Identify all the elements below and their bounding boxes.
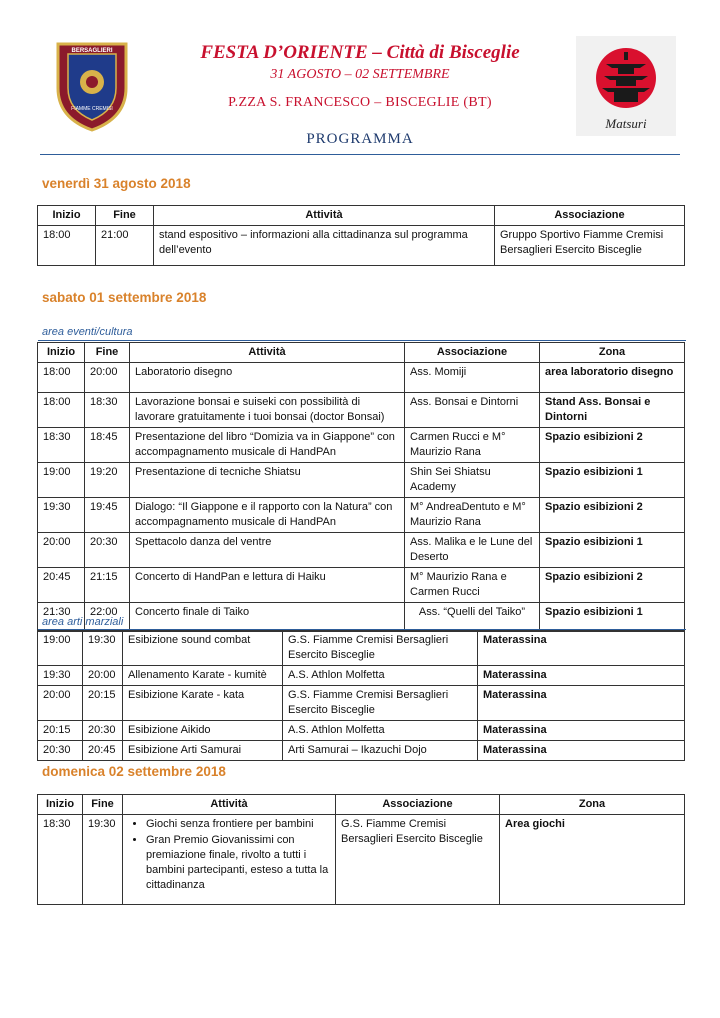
bersaglieri-crest-logo	[54, 40, 130, 132]
end-time: 22:00	[85, 603, 130, 632]
table-row	[38, 363, 685, 393]
association: Ass. “Quelli del Taiko”	[405, 603, 540, 632]
activity: stand espositivo – informazioni alla cittadinanza sul programma dell’evento	[154, 226, 495, 266]
col-inizio: Inizio	[38, 795, 83, 815]
association: Ass. Bonsai e Dintorni	[405, 393, 540, 428]
activity	[123, 815, 336, 905]
activity: Esibizione Karate - kata	[123, 686, 283, 721]
start-time: 18:30	[38, 428, 85, 463]
start-time: 21:30	[38, 603, 85, 632]
col-associazione: Associazione	[336, 795, 500, 815]
sunday-table	[37, 794, 685, 905]
start-time: 19:30	[38, 498, 85, 533]
area-divider	[38, 340, 686, 341]
col-zona: Zona	[500, 795, 685, 815]
start-time: 20:30	[38, 741, 83, 761]
col-fine: Fine	[83, 795, 123, 815]
activity: Esibizione Aikido	[123, 721, 283, 741]
start-time: 18:30	[38, 815, 83, 905]
col-associazione: Associazione	[405, 343, 540, 363]
activity: Esibizione sound combat	[123, 631, 283, 666]
table-row	[38, 603, 685, 632]
association: Arti Samurai – Ikazuchi Dojo	[283, 741, 478, 761]
association: M° AndreaDentuto e M° Maurizio Rana	[405, 498, 540, 533]
svg-text:FIAMME CREMISI: FIAMME CREMISI	[71, 106, 113, 112]
table-row	[38, 666, 685, 686]
table-row	[38, 741, 685, 761]
col-attivita: Attività	[154, 206, 495, 226]
event-dates: 31 AGOSTO – 02 SETTEMBRE	[270, 67, 450, 82]
day-title-sunday: domenica 02 settembre 2018	[42, 764, 226, 779]
matsuri-logo	[576, 36, 676, 136]
start-time: 20:00	[38, 686, 83, 721]
zone: Spazio esibizioni 2	[540, 428, 685, 463]
start-time: 20:15	[38, 721, 83, 741]
zone: Materassina	[478, 721, 685, 741]
end-time: 20:00	[85, 363, 130, 393]
table-row	[38, 428, 685, 463]
association: Ass. Momiji	[405, 363, 540, 393]
start-time: 20:45	[38, 568, 85, 603]
zone: Materassina	[478, 741, 685, 761]
association: G.S. Fiamme Cremisi Bersaglieri Esercito Bisceglie	[336, 815, 500, 905]
table-row	[38, 815, 685, 905]
association: A.S. Athlon Molfetta	[283, 666, 478, 686]
activity: Laboratorio disegno	[130, 363, 405, 393]
zone: Area giochi	[500, 815, 685, 905]
day-title-friday: venerdì 31 agosto 2018	[42, 176, 191, 191]
table-row	[38, 686, 685, 721]
end-time: 19:30	[83, 631, 123, 666]
activity: Lavorazione bonsai e suiseki con possibilità di lavorare gratuitamente i tuoi bonsai (doctor Bonsai)	[130, 393, 405, 428]
zone: Spazio esibizioni 2	[540, 498, 685, 533]
day-title-saturday: sabato 01 settembre 2018	[42, 290, 207, 305]
association: Gruppo Sportivo Fiamme Cremisi Bersaglieri Esercito Bisceglie	[495, 226, 685, 266]
zone: Materassina	[478, 666, 685, 686]
start-time: 19:00	[38, 631, 83, 666]
association: Carmen Rucci e M° Maurizio Rana	[405, 428, 540, 463]
activity: Presentazione di tecniche Shiatsu	[130, 463, 405, 498]
header-divider	[40, 154, 680, 155]
zone: Materassina	[478, 631, 685, 666]
col-inizio: Inizio	[38, 343, 85, 363]
event-place: P.ZZA S. FRANCESCO – BISCEGLIE (BT)	[228, 95, 492, 110]
start-time: 18:00	[38, 393, 85, 428]
activity: Concerto finale di Taiko	[130, 603, 405, 632]
friday-table	[37, 205, 685, 266]
table-row	[38, 721, 685, 741]
table-row	[38, 393, 685, 428]
end-time: 20:45	[83, 741, 123, 761]
activity: Presentazione del libro “Domizia va in Giappone” con accompagnamento musicale di HandPAn	[130, 428, 405, 463]
zone: Materassina	[478, 686, 685, 721]
activity: Spettacolo danza del ventre	[130, 533, 405, 568]
activity: Concerto di HandPan e lettura di Haiku	[130, 568, 405, 603]
saturday-culture-table	[37, 342, 685, 632]
programma-heading: PROGRAMMA	[306, 131, 414, 147]
zone: Spazio esibizioni 1	[540, 603, 685, 632]
activity: Esibizione Arti Samurai	[123, 741, 283, 761]
svg-text:Matsuri: Matsuri	[605, 116, 647, 131]
end-time: 19:45	[85, 498, 130, 533]
zone: area laboratorio disegno	[540, 363, 685, 393]
zone: Spazio esibizioni 1	[540, 463, 685, 498]
end-time: 18:45	[85, 428, 130, 463]
association: Ass. Malika e le Lune del Deserto	[405, 533, 540, 568]
list-item: • Gran Premio Giovanissimi con premiazione finale, rivolto a tutti i bambini partecipanti, esteso a tutta la cittadinanza	[146, 833, 330, 893]
activity: Allenamento Karate - kumitè	[123, 666, 283, 686]
zone: Spazio esibizioni 1	[540, 533, 685, 568]
end-time: 20:00	[83, 666, 123, 686]
zone: Spazio esibizioni 2	[540, 568, 685, 603]
col-fine: Fine	[85, 343, 130, 363]
col-attivita: Attività	[123, 795, 336, 815]
association: A.S. Athlon Molfetta	[283, 721, 478, 741]
table-row	[38, 463, 685, 498]
end-time: 19:20	[85, 463, 130, 498]
svg-text:BERSAGLIERI: BERSAGLIERI	[71, 48, 113, 54]
table-row	[38, 533, 685, 568]
end-time: 21:15	[85, 568, 130, 603]
start-time: 18:00	[38, 226, 96, 266]
start-time: 18:00	[38, 363, 85, 393]
event-title: FESTA D’ORIENTE – Città di Bisceglie	[200, 42, 520, 63]
end-time: 21:00	[96, 226, 154, 266]
list-item: • Giochi senza frontiere per bambini	[146, 817, 330, 832]
table-row	[38, 498, 685, 533]
zone: Stand Ass. Bonsai e Dintorni	[540, 393, 685, 428]
table-row	[38, 631, 685, 666]
col-zona: Zona	[540, 343, 685, 363]
association: G.S. Fiamme Cremisi Bersaglieri Esercito Bisceglie	[283, 686, 478, 721]
saturday-martial-table	[37, 630, 685, 761]
activity: Dialogo: “Il Giappone e il rapporto con la Natura” con accompagnamento musicale di HandPAn	[130, 498, 405, 533]
end-time: 18:30	[85, 393, 130, 428]
table-row	[38, 226, 685, 266]
start-time: 20:00	[38, 533, 85, 568]
col-inizio: Inizio	[38, 206, 96, 226]
end-time: 20:30	[83, 721, 123, 741]
col-associazione: Associazione	[495, 206, 685, 226]
start-time: 19:00	[38, 463, 85, 498]
association: G.S. Fiamme Cremisi Bersaglieri Esercito Bisceglie	[283, 631, 478, 666]
association: M° Maurizio Rana e Carmen Rucci	[405, 568, 540, 603]
start-time: 19:30	[38, 666, 83, 686]
end-time: 20:30	[85, 533, 130, 568]
col-fine: Fine	[96, 206, 154, 226]
end-time: 19:30	[83, 815, 123, 905]
association: Shin Sei Shiatsu Academy	[405, 463, 540, 498]
col-attivita: Attività	[130, 343, 405, 363]
area-label-martial: area arti marziali	[42, 616, 124, 628]
area-label-culture: area eventi/cultura	[42, 326, 133, 338]
end-time: 20:15	[83, 686, 123, 721]
table-row	[38, 568, 685, 603]
